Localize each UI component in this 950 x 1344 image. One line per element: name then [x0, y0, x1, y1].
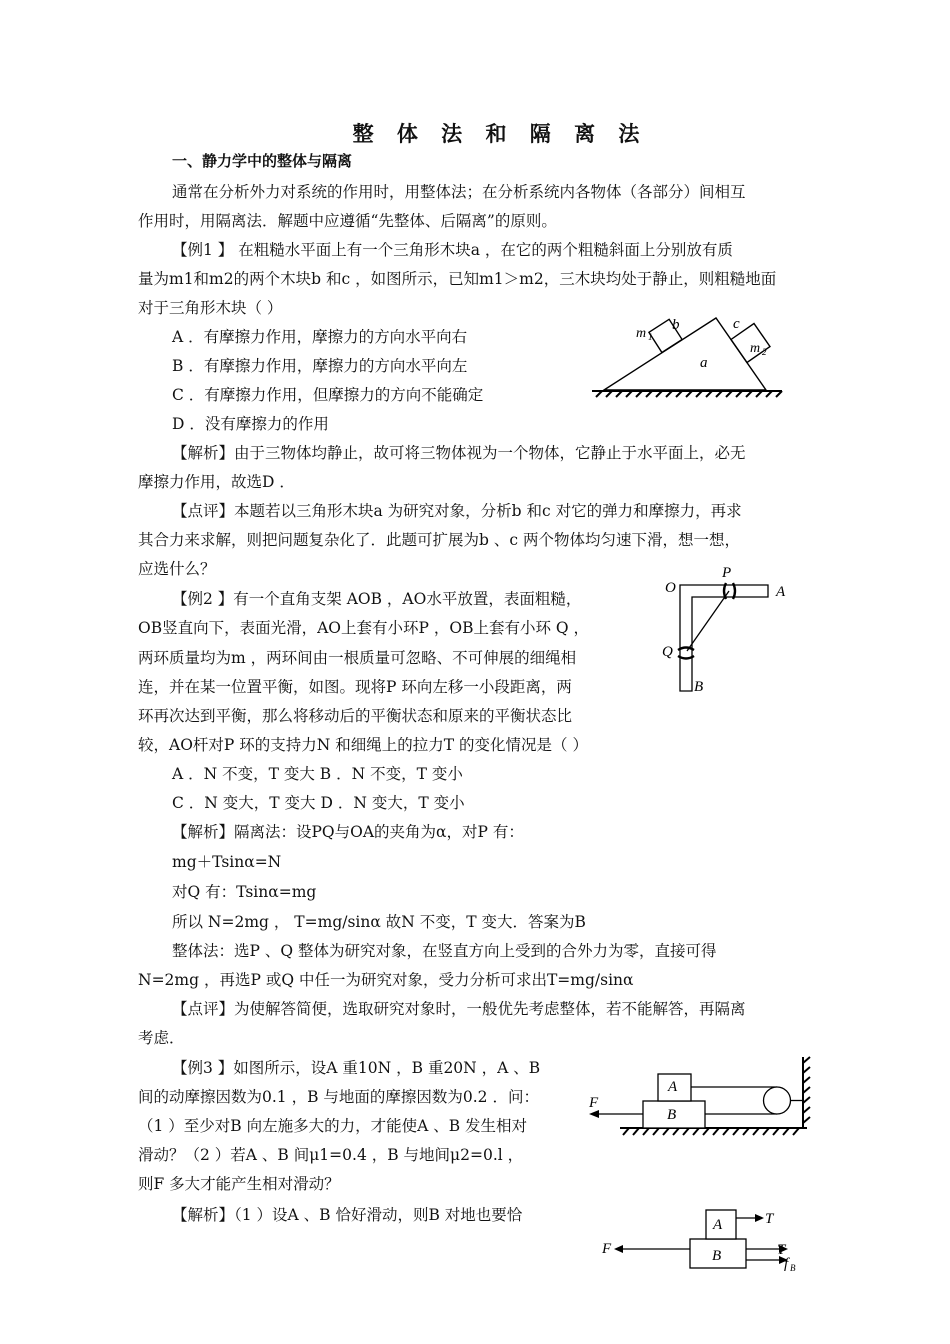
label-a: A	[668, 1079, 678, 1095]
label-f-b: f	[784, 1256, 789, 1272]
option-d: D ．没有摩擦力的作用	[172, 415, 329, 433]
example-1-line: 量为m1和m2的两个木块b 和c ，如图所示，已知m1＞m2，三木块均处于静止，则粗糙地面	[138, 270, 777, 288]
comment-line: 应选什么？	[138, 560, 216, 578]
label-b: B	[694, 679, 704, 695]
label-f: F	[602, 1241, 612, 1257]
equation-line: 所以 N=2mg ， T=mg/sinα 故N 不变，T 变大．答案为B	[172, 913, 586, 931]
force-arrow-f	[614, 1245, 623, 1253]
example-2-line: 环再次达到平衡，那么将移动后的平衡状态和原来的平衡状态比	[138, 707, 573, 725]
label-t-bottom: T	[777, 1242, 786, 1258]
label-b: B	[667, 1107, 677, 1123]
analysis-line: 【解析】（1 ）设A 、B 恰好滑动，则B 对地也要恰	[172, 1206, 523, 1224]
label-t-top: T	[765, 1211, 774, 1227]
tension-arrow-a	[755, 1214, 764, 1222]
label-c: c	[733, 316, 740, 332]
comment-line: 【点评】为使解答简便，选取研究对象时，一般优先考虑整体，若不能解答，再隔离	[172, 1000, 746, 1018]
paragraph-line: 通常在分析外力对系统的作用时，用整体法；在分析系统内各物体（各部分）间相互	[172, 183, 746, 201]
analysis-line: 整体法：选P 、Q 整体为研究对象，在竖直方向上受到的合外力为零，直接可得	[172, 942, 717, 960]
label-a: a	[700, 355, 708, 371]
figure-free-body	[598, 1205, 808, 1277]
label-a: A	[713, 1217, 723, 1233]
label-m2-sub: 2	[762, 347, 767, 357]
figure-bracket-aob	[660, 565, 800, 700]
force-arrow-f	[589, 1110, 599, 1118]
options-line: A ．N 不变，T 变大 B ．N 不变，T 变小	[172, 765, 463, 783]
example-3-line: （1 ）至少对B 向左施多大的力，才能使A 、B 发生相对	[138, 1117, 528, 1135]
analysis-line: N=2mg ，再选P 或Q 中任一为研究对象，受力分析可求出T=mg/sinα	[138, 971, 634, 989]
label-q: Q	[662, 644, 673, 660]
example-3-line: 则F 多大才能产生相对滑动？	[138, 1175, 340, 1193]
label-m1-sub: 1	[648, 332, 653, 342]
example-3-line: 间的动摩擦因数为0.1 ，B 与地面的摩擦因数为0.2 ．问：	[138, 1088, 539, 1106]
comment-line: 其合力来求解，则把问题复杂化了．此题可扩展为b 、c 两个物体均匀速下滑，想一想，	[138, 531, 740, 549]
options-line: C ．N 变大，T 变大 D ．N 变大，T 变小	[172, 794, 465, 812]
example-1-line: 【例1 】 在粗糙水平面上有一个三角形木块a ，在它的两个粗糙斜面上分别放有质	[172, 241, 733, 259]
label-o: O	[665, 580, 676, 596]
example-1-line: 对于三角形木块（ ）	[138, 299, 283, 317]
example-2-line: 连，并在某一位置平衡，如图。现将P 环向左移一小段距离，两	[138, 678, 572, 696]
example-3-line: 滑动？（2 ）若A 、B 间μ1=0.4 ，B 与地间μ2=0.l ，	[138, 1146, 524, 1164]
label-a: A	[776, 584, 786, 600]
analysis-line: 【解析】由于三物体均静止，故可将三物体视为一个物体，它静止于水平面上，必无	[172, 444, 746, 462]
figure-pulley-blocks	[585, 1055, 815, 1140]
label-p: P	[722, 565, 732, 581]
example-2-line: 较，AO杆对P 环的支持力N 和细绳上的拉力T 的变化情况是（ ）	[138, 736, 588, 754]
label-m2: m	[750, 341, 761, 356]
pulley	[764, 1087, 791, 1114]
label-b: b	[672, 317, 680, 333]
label-f-b-sub: B	[790, 1263, 796, 1273]
label-m1: m	[636, 326, 647, 341]
option-a: A ．有摩擦力作用，摩擦力的方向水平向右	[172, 328, 468, 346]
example-2-line: 【例2 】有一个直角支架 AOB ，AO水平放置，表面粗糙，	[172, 590, 582, 608]
label-b: B	[712, 1248, 722, 1264]
paragraph-line: 作用时，用隔离法．解题中应遵循“先整体、后隔离”的原则。	[138, 212, 557, 230]
figure-triangle-blocks	[590, 300, 790, 400]
analysis-line: 摩擦力作用，故选D ．	[138, 473, 295, 491]
example-2-line: OB竖直向下，表面光滑，AO上套有小环P ，OB上套有小环 Q ，	[138, 619, 590, 637]
label-f: F	[589, 1095, 599, 1111]
example-2-line: 两环质量均为m ，两环间由一根质量可忽略、不可伸展的细绳相	[138, 649, 577, 667]
comment-line: 【点评】本题若以三角形木块a 为研究对象，分析b 和c 对它的弹力和摩擦力，再求	[172, 502, 742, 520]
equation-line: 对Q 有：Tsinα=mg	[172, 883, 317, 901]
option-b: B ．有摩擦力作用，摩擦力的方向水平向左	[172, 357, 468, 375]
analysis-line: 【解析】隔离法：设PQ与OA的夹角为α，对P 有：	[172, 823, 524, 841]
example-3-line: 【例3 】如图所示，设A 重10N ，B 重20N ，A 、B	[172, 1059, 541, 1077]
page-title: 整 体 法 和 隔 离 法	[352, 122, 648, 146]
equation-line: mg＋Tsinα=N	[172, 853, 282, 871]
comment-line: 考虑．	[138, 1029, 185, 1047]
option-c: C ．有摩擦力作用，但摩擦力的方向不能确定	[172, 386, 484, 404]
section-heading: 一、静力学中的整体与隔离	[172, 152, 353, 170]
